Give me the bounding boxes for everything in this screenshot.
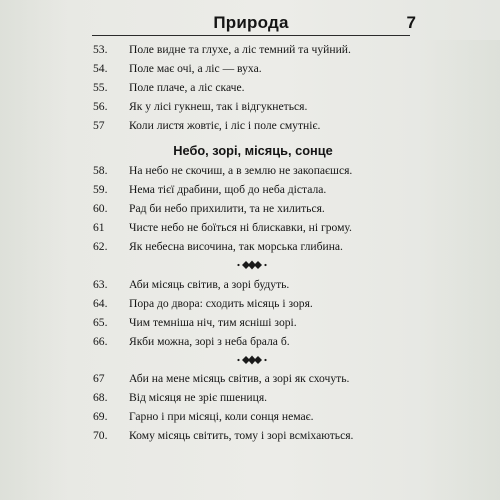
proverb-number: 67 bbox=[93, 372, 105, 385]
proverb-number: 58. bbox=[93, 164, 108, 177]
proverb-text: Чисте небо не боїться ні блискавки, ні грому. bbox=[129, 221, 352, 234]
proverb-line bbox=[93, 79, 413, 97]
proverb-line bbox=[93, 427, 413, 445]
proverb-text: Аби місяць світив, а зорі будуть. bbox=[129, 278, 290, 291]
proverb-line bbox=[93, 200, 413, 218]
proverb-text: Кому місяць світить, тому і зорі всміхаються. bbox=[129, 429, 354, 442]
proverb-line bbox=[93, 408, 413, 426]
proverb-line bbox=[93, 370, 413, 388]
proverb-line bbox=[93, 295, 413, 313]
proverb-line bbox=[93, 219, 413, 237]
section-title: Небо, зорі, місяць, сонце bbox=[173, 143, 333, 158]
proverb-line bbox=[93, 181, 413, 199]
proverb-number: 61 bbox=[93, 221, 105, 234]
proverb-number: 57 bbox=[93, 119, 105, 132]
proverb-text: Гарно і при місяці, коли сонця немає. bbox=[129, 410, 314, 423]
proverb-line bbox=[93, 98, 413, 116]
proverb-line bbox=[93, 333, 413, 351]
proverb-number: 69. bbox=[93, 410, 108, 423]
proverb-text: Поле видне та глухе, а ліс темний та чуйний. bbox=[129, 43, 351, 56]
proverb-text: Якби можна, зорі з неба брала б. bbox=[129, 335, 290, 348]
proverb-number: 56. bbox=[93, 100, 108, 113]
proverb-number: 60. bbox=[93, 202, 108, 215]
page-title: Природа bbox=[213, 13, 289, 32]
proverb-text: Рад би небо прихилити, та не хилиться. bbox=[129, 202, 325, 215]
proverb-text: Поле плаче, а ліс скаче. bbox=[129, 81, 245, 94]
proverb-number: 59. bbox=[93, 183, 108, 196]
proverb-text: Нема тієї драбини, щоб до неба дістала. bbox=[129, 183, 327, 196]
proverb-line bbox=[93, 238, 413, 256]
proverb-text: Як небесна височина, так морська глибина. bbox=[129, 240, 343, 253]
proverb-text: Пора до двора: сходить місяць і зоря. bbox=[129, 297, 313, 310]
proverb-text: Від місяця не зріє пшениця. bbox=[129, 391, 268, 404]
proverb-line bbox=[93, 41, 413, 59]
proverb-number: 63. bbox=[93, 278, 108, 291]
proverb-number: 66. bbox=[93, 335, 108, 348]
proverb-text: Чим темніша ніч, тим ясніші зорі. bbox=[129, 316, 297, 329]
proverb-number: 55. bbox=[93, 81, 108, 94]
page-number: 7 bbox=[406, 13, 416, 32]
proverb-number: 65. bbox=[93, 316, 108, 329]
proverb-number: 62. bbox=[93, 240, 108, 253]
proverb-number: 53. bbox=[93, 43, 108, 56]
proverb-line bbox=[93, 162, 413, 180]
proverb-text: Поле має очі, а ліс — вуха. bbox=[129, 62, 262, 75]
proverb-text: Як у лісі гукнеш, так і відгукнеться. bbox=[129, 100, 308, 113]
ornament-divider-icon bbox=[237, 354, 267, 366]
page-shadow-left bbox=[0, 0, 70, 500]
proverb-number: 68. bbox=[93, 391, 108, 404]
proverb-line bbox=[93, 117, 413, 135]
proverb-line bbox=[93, 60, 413, 78]
proverb-text: Аби на мене місяць світив, а зорі як схочуть. bbox=[129, 372, 350, 385]
proverb-line bbox=[93, 389, 413, 407]
proverb-number: 54. bbox=[93, 62, 108, 75]
ornament-divider-icon bbox=[237, 259, 267, 271]
proverb-text: Коли листя жовтіє, і ліс і поле смутніє. bbox=[129, 119, 321, 132]
proverb-number: 64. bbox=[93, 297, 108, 310]
proverb-line bbox=[93, 276, 413, 294]
page-shadow-right bbox=[418, 40, 500, 500]
page-header bbox=[92, 12, 416, 36]
proverb-number: 70. bbox=[93, 429, 108, 442]
proverb-line bbox=[93, 314, 413, 332]
proverb-text: На небо не скочиш, а в землю не закопаєшся. bbox=[129, 164, 353, 177]
